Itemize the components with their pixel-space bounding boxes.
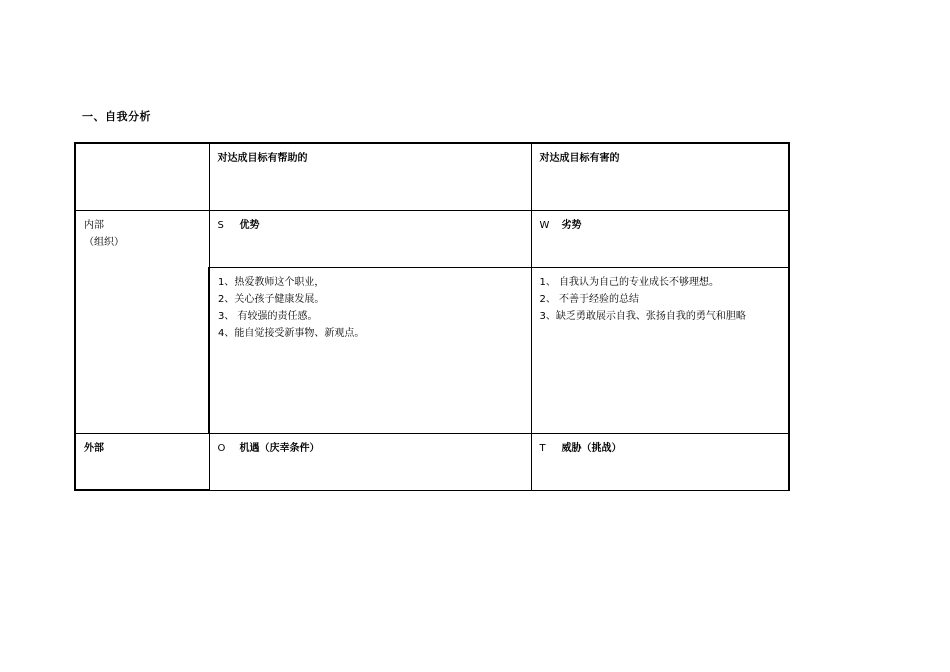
list-item: 3、 有较强的责任感。 xyxy=(218,311,318,322)
internal-label: 内部 xyxy=(84,220,104,231)
helpful-header: 对达成目标有帮助的 xyxy=(209,143,531,211)
list-item: 2、关心孩子健康发展。 xyxy=(218,294,325,305)
internal-label-cell xyxy=(75,211,209,434)
weakness-title-cell xyxy=(531,211,789,268)
threat-title: 威胁（挑战） xyxy=(561,443,622,454)
internal-sublabel: （组织） xyxy=(84,237,124,248)
section-heading: 一、自我分析 xyxy=(82,110,151,123)
swot-table xyxy=(74,142,790,491)
list-item: 4、能自觉接受新事物、新观点。 xyxy=(218,328,365,339)
table-header-row xyxy=(75,143,789,211)
threat-title-cell xyxy=(531,434,789,491)
external-label: 外部 xyxy=(84,443,104,454)
threat-letter: T xyxy=(539,443,546,454)
strengths-cell xyxy=(209,268,531,434)
list-item: 1、 自我认为自己的专业成长不够理想。 xyxy=(539,277,720,288)
external-label-cell xyxy=(75,434,209,491)
weaknesses-cell xyxy=(531,268,789,434)
list-item: 2、 不善于经验的总结 xyxy=(539,294,640,305)
strength-weakness-title-row xyxy=(75,211,789,268)
strength-title-cell xyxy=(209,211,531,268)
strength-letter: S xyxy=(217,220,224,231)
opportunity-title: 机遇（庆幸条件） xyxy=(239,443,320,454)
opportunity-threat-row xyxy=(75,434,789,491)
corner-cell xyxy=(75,143,209,211)
harmful-header: 对达成目标有害的 xyxy=(531,143,789,211)
weakness-letter: W xyxy=(539,220,550,231)
list-item: 3、缺乏勇敢展示自我、张扬自我的勇气和胆略 xyxy=(539,311,746,322)
opportunity-letter: O xyxy=(217,443,226,454)
list-item: 1、热爱教师这个职业， xyxy=(218,277,325,288)
weakness-title: 劣势 xyxy=(561,220,582,231)
strength-title: 优势 xyxy=(239,220,260,231)
opportunity-title-cell xyxy=(209,434,531,491)
